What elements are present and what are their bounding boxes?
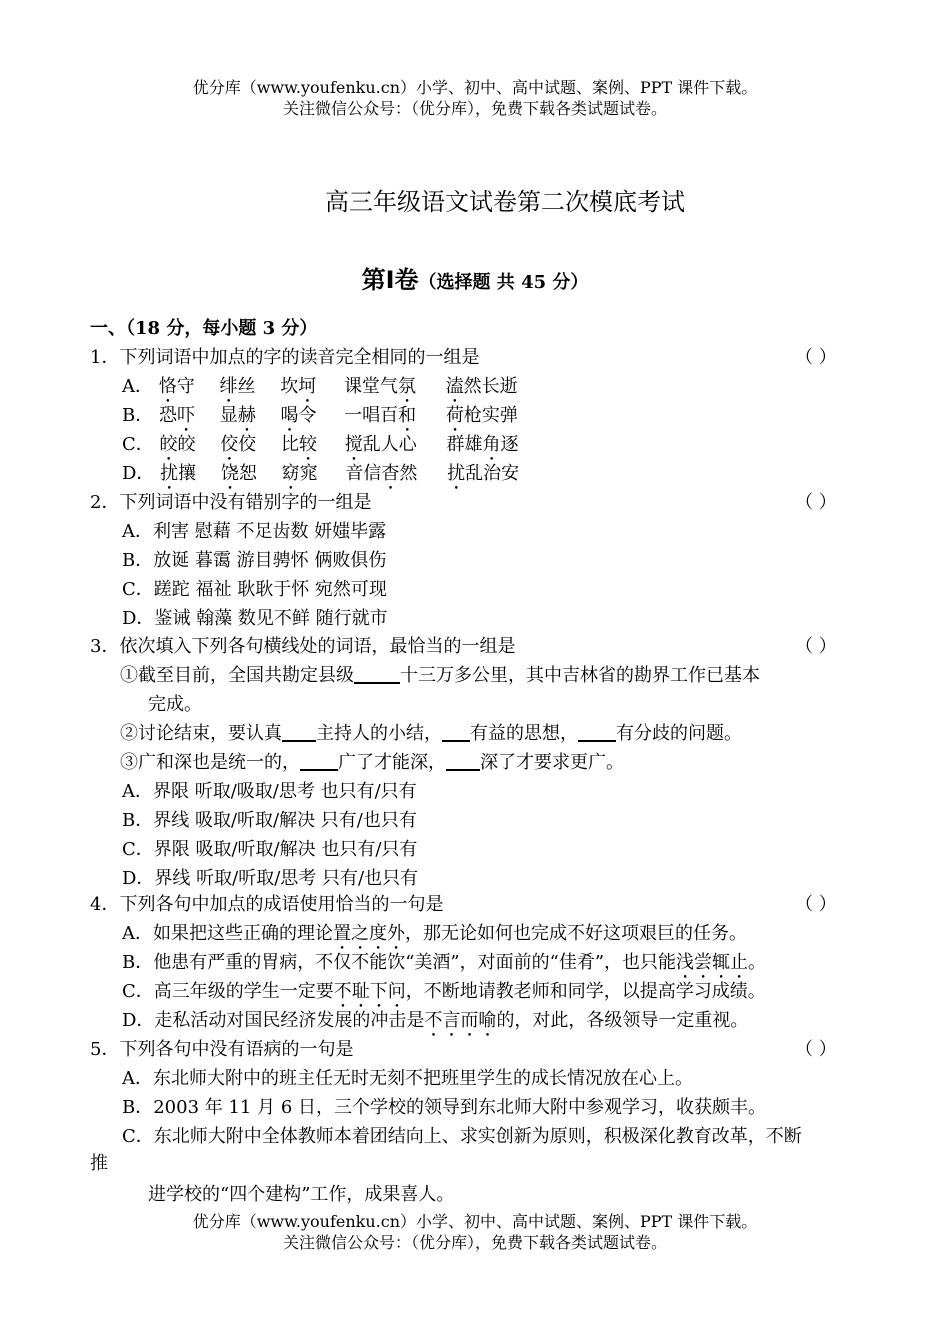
q5-option-a: A．东北师大附中的班主任无时无刻不把班里学生的成长情况放在心上。 [122,1068,693,1089]
header-line-2: 关注微信公众号：（优分库），免费下载各类试题试卷。 [282,99,667,118]
q3-sentence-3: ③广和深也是统一的， 广了才能深， 深了才要求更广。 [120,752,624,773]
section-heading: 一、（18 分，每小题 3 分） [90,318,318,339]
q1-option-a: A． 恪守 绯丝 坎坷 课堂气氛 溘然长逝 [122,376,518,397]
q1-option-b: B． 恐吓 显赫 喝令 一唱百和 荷枪实弹 [122,405,518,426]
q1-answer-paren: （ ） [795,347,837,368]
q3-sentence-1: ①截至目前，全国共勘定县级 十三万多公里，其中吉林省的勘界工作已基本 [120,665,760,686]
q4-option-d: D．走私活动对国民经济发展的冲击是不言而喻的，对此，各级领导一定重视。 [122,1010,749,1031]
part-sub: （选择题 共 45 分） [418,272,589,293]
header-line-1: 优分库（www.youfenku.cn）小学、初中、高中试题、案例、PPT 课件下载。 [192,78,758,97]
q5-option-b: B．2003 年 11 月 6 日，三个学校的领导到东北师大附中参观学习，收获颇丰。 [122,1097,766,1118]
q5-option-c-cont: 进学校的“四个建构”工作，成果喜人。 [148,1184,455,1205]
q5-option-c-wrap: 推 [90,1153,108,1174]
q5-option-c: C．东北师大附中全体教师本着团结向上、求实创新为原则，积极深化教育改革，不断 [122,1126,802,1147]
q3-answer-paren: （ ） [795,636,837,657]
q4-option-b: B．他患有严重的胃病，不仅不能饮“美酒”，对面前的“佳肴”，也只能浅尝辄止。 [122,952,767,973]
q2-option-c: C．蹉跎 福祉 耿耿于怀 宛然可现 [122,579,387,600]
q4-stem: 4．下列各句中加点的成语使用恰当的一句是 [90,894,444,915]
blank-line [446,751,480,771]
part-main: 第Ⅰ卷 [361,266,419,294]
q2-stem: 2．下列词语中没有错别字的一组是 [90,492,372,513]
q2-option-b: B．放诞 暮霭 游目骋怀 俩败俱伤 [122,550,387,571]
footer-line-1: 优分库（www.youfenku.cn）小学、初中、高中试题、案例、PPT 课件下载。 [192,1212,758,1231]
q2-option-d: D．鉴诫 翰藻 数见不鲜 随行就市 [122,608,388,629]
page-title: 高三年级语文试卷第二次模底考试 [325,188,685,216]
q1-option-d: D． 扰攘 饶恕 窈窕 音信杳然 扰乱治安 [122,463,520,484]
q4-answer-paren: （ ） [795,894,837,915]
blank-line [282,722,316,742]
blank-line [442,722,470,742]
q5-answer-paren: （ ） [795,1039,837,1060]
q3-option-b: B．界线 吸取/听取/解决 只有/也只有 [122,810,417,831]
q2-answer-paren: （ ） [795,492,837,513]
q4-option-c: C．高三年级的学生一定要不耻下问，不断地请教老师和同学，以提高学习成绩。 [122,981,766,1002]
footer-line-2: 关注微信公众号：（优分库），免费下载各类试题试卷。 [282,1233,667,1252]
q3-option-d: D．界线 听取/听取/思考 只有/也只有 [122,868,419,889]
q3-stem: 3．依次填入下列各句横线处的词语，最恰当的一组是 [90,636,516,657]
blank-line [354,664,400,684]
blank-line [578,722,616,742]
q5-stem: 5．下列各句中没有语病的一句是 [90,1039,354,1060]
q3-option-a: A．界限 听取/吸取/思考 也只有/只有 [122,781,417,802]
part-heading [0,260,950,295]
q3-sentence-1-cont: 完成。 [148,694,202,715]
q1-stem: 1．下列词语中加点的字的读音完全相同的一组是 [90,347,480,368]
q2-option-a: A．利害 慰藉 不足齿数 妍媸毕露 [122,521,387,542]
q3-sentence-2: ②讨论结束，要认真 主持人的小结， 有益的思想， 有分歧的问题。 [120,723,742,744]
blank-line [300,751,338,771]
q3-option-c: C．界限 吸取/听取/解决 也只有/只有 [122,839,418,860]
q1-option-c: C． 皎皎 佼佼 比较 搅乱人心 群雄角逐 [122,434,519,455]
q4-option-a: A．如果把这些正确的理论置之度外，那无论如何也完成不好这项艰巨的任务。 [122,923,747,944]
